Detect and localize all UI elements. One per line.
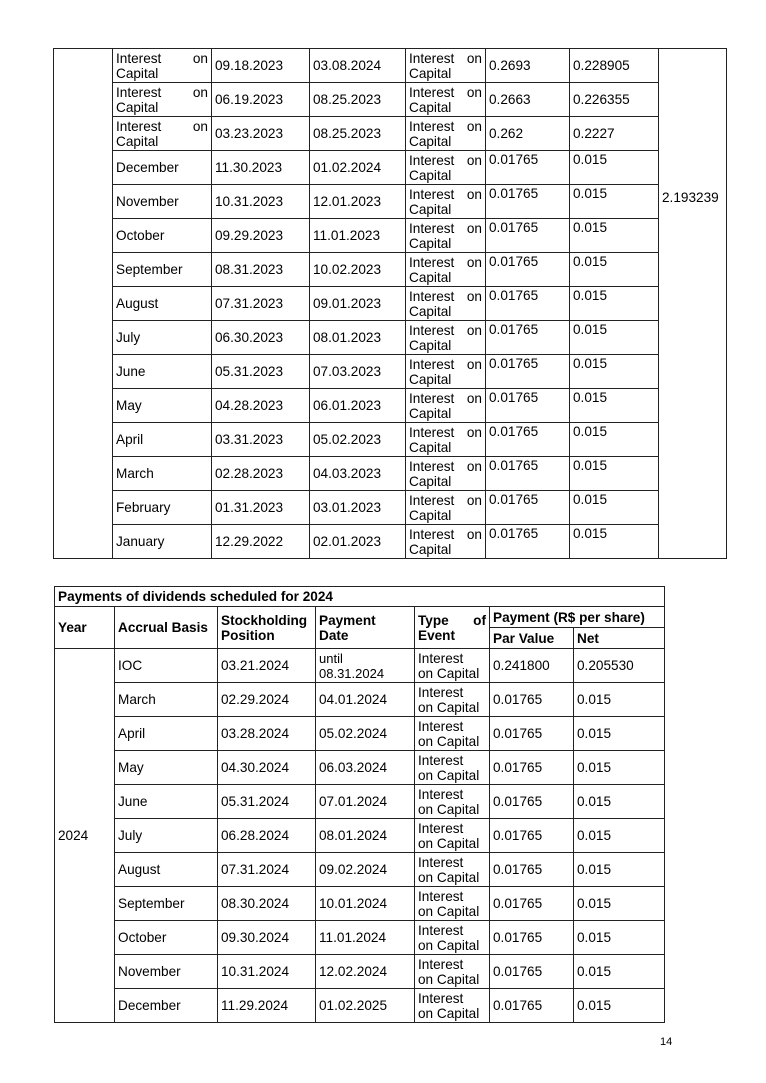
payment-date-cell: 04.03.2023	[310, 457, 406, 491]
net-value-cell: 0.015	[574, 819, 665, 853]
payment-date-cell: 07.03.2023	[310, 355, 406, 389]
table-row	[54, 219, 727, 253]
type-of-event-cell: Interest on Capital	[415, 819, 490, 853]
accrual-basis-cell: Interest on Capital	[113, 83, 212, 117]
stockholding-position-cell: 10.31.2024	[218, 955, 316, 989]
table-row	[54, 457, 727, 491]
table-row	[55, 921, 665, 955]
type-of-event-cell: Interest on Capital	[415, 683, 490, 717]
table-title: Payments of dividends scheduled for 2024	[55, 587, 665, 607]
net-value-cell: 0.2227	[570, 117, 659, 151]
type-of-event-cell: Interest on Capital	[415, 955, 490, 989]
payment-date-cell: 01.02.2024	[310, 151, 406, 185]
table-row	[54, 49, 727, 83]
stockholding-position-cell: 01.31.2023	[212, 491, 310, 525]
type-of-event-cell: Interest on Capital	[406, 83, 486, 117]
payment-date-cell: 02.01.2023	[310, 525, 406, 559]
type-of-event-cell: Interest on Capital	[415, 751, 490, 785]
net-value-cell: 0.015	[570, 287, 659, 321]
stockholding-position-cell: 05.31.2023	[212, 355, 310, 389]
payment-date-cell: 11.01.2024	[316, 921, 415, 955]
table-row	[54, 423, 727, 457]
net-value-cell: 0.015	[570, 321, 659, 355]
par-value-cell: 0.01765	[490, 819, 574, 853]
type-of-event-cell: Interest on Capital	[406, 457, 486, 491]
table-row	[55, 853, 665, 887]
table-row	[55, 989, 665, 1023]
table-row	[55, 819, 665, 853]
stockholding-position-cell: 09.18.2023	[212, 49, 310, 83]
table-row	[54, 389, 727, 423]
par-value-cell: 0.01765	[490, 853, 574, 887]
table-row	[54, 253, 727, 287]
net-value-cell: 0.015	[570, 253, 659, 287]
total-value: 2.193239	[662, 190, 719, 205]
net-value-cell: 0.015	[574, 921, 665, 955]
payment-date-cell: 09.01.2023	[310, 287, 406, 321]
stockholding-position-cell: 11.29.2024	[218, 989, 316, 1023]
accrual-basis-cell: November	[115, 955, 218, 989]
type-of-event-cell: Interest on Capital	[415, 649, 490, 683]
total-cell	[659, 49, 727, 559]
type-of-event-cell: Interest on Capital	[415, 921, 490, 955]
par-value-cell: 0.01765	[490, 717, 574, 751]
stockholding-position-cell: 09.30.2024	[218, 921, 316, 955]
page-number: 14	[660, 1036, 673, 1048]
par-value-cell: 0.01765	[490, 955, 574, 989]
par-value-cell: 0.01765	[490, 683, 574, 717]
table-row	[54, 151, 727, 185]
accrual-basis-cell: June	[115, 785, 218, 819]
payment-date-cell: 03.08.2024	[310, 49, 406, 83]
par-value-cell: 0.01765	[490, 921, 574, 955]
header-accrual-basis: Accrual Basis	[115, 607, 218, 649]
type-of-event-cell: Interest on Capital	[406, 491, 486, 525]
par-value-cell: 0.01765	[490, 887, 574, 921]
type-of-event-cell: Interest on Capital	[415, 887, 490, 921]
par-value-cell: 0.01765	[486, 151, 570, 185]
table-row	[54, 185, 727, 219]
header-net: Net	[574, 628, 665, 649]
type-of-event-cell: Interest on Capital	[415, 785, 490, 819]
payment-date-cell: 05.02.2023	[310, 423, 406, 457]
accrual-basis-cell: Interest on Capital	[113, 117, 212, 151]
net-value-cell: 0.015	[570, 457, 659, 491]
accrual-basis-cell: March	[115, 683, 218, 717]
payment-date-cell: 08.01.2024	[316, 819, 415, 853]
accrual-basis-cell: February	[113, 491, 212, 525]
accrual-basis-cell: April	[115, 717, 218, 751]
par-value-cell: 0.01765	[490, 989, 574, 1023]
table-row	[54, 491, 727, 525]
payment-date-cell: 12.02.2024	[316, 955, 415, 989]
net-value-cell: 0.015	[574, 785, 665, 819]
accrual-basis-cell: Interest on Capital	[113, 49, 212, 83]
stockholding-position-cell: 08.30.2024	[218, 887, 316, 921]
par-value-cell: 0.01765	[486, 219, 570, 253]
net-value-cell: 0.015	[574, 683, 665, 717]
par-value-cell: 0.2693	[486, 49, 570, 83]
accrual-basis-cell: IOC	[115, 649, 218, 683]
stockholding-position-cell: 06.28.2024	[218, 819, 316, 853]
net-value-cell: 0.015	[570, 491, 659, 525]
net-value-cell: 0.015	[574, 717, 665, 751]
type-of-event-cell: Interest on Capital	[406, 219, 486, 253]
accrual-basis-cell: April	[113, 423, 212, 457]
type-of-event-cell: Interest on Capital	[406, 355, 486, 389]
par-value-cell: 0.01765	[486, 491, 570, 525]
net-value-cell: 0.015	[570, 219, 659, 253]
net-value-cell: 0.015	[574, 887, 665, 921]
par-value-cell: 0.01765	[490, 751, 574, 785]
accrual-basis-cell: September	[113, 253, 212, 287]
table-row	[54, 83, 727, 117]
stockholding-position-cell: 09.29.2023	[212, 219, 310, 253]
net-value-cell: 0.205530	[574, 649, 665, 683]
table-row	[55, 683, 665, 717]
type-of-event-cell: Interest on Capital	[406, 525, 486, 559]
stockholding-position-cell: 07.31.2024	[218, 853, 316, 887]
stockholding-position-cell: 02.28.2023	[212, 457, 310, 491]
payment-date-cell: 03.01.2023	[310, 491, 406, 525]
table-row	[54, 117, 727, 151]
payment-date-cell: 10.01.2024	[316, 887, 415, 921]
net-value-cell: 0.015	[574, 853, 665, 887]
payment-date-cell: 07.01.2024	[316, 785, 415, 819]
par-value-cell: 0.01765	[486, 423, 570, 457]
type-of-event-cell: Interest on Capital	[415, 853, 490, 887]
payment-date-cell: 11.01.2023	[310, 219, 406, 253]
net-value-cell: 0.015	[570, 389, 659, 423]
net-value-cell: 0.015	[574, 989, 665, 1023]
net-value-cell: 0.015	[570, 423, 659, 457]
par-value-cell: 0.01765	[486, 355, 570, 389]
net-value-cell: 0.015	[570, 525, 659, 559]
par-value-cell: 0.241800	[490, 649, 574, 683]
par-value-cell: 0.01765	[486, 525, 570, 559]
table-row	[54, 321, 727, 355]
par-value-cell: 0.01765	[490, 785, 574, 819]
accrual-basis-cell: June	[113, 355, 212, 389]
par-value-cell: 0.01765	[486, 253, 570, 287]
table-row	[55, 955, 665, 989]
stockholding-position-cell: 11.30.2023	[212, 151, 310, 185]
payment-date-cell: 06.01.2023	[310, 389, 406, 423]
table-row	[54, 355, 727, 389]
net-value-cell: 0.228905	[570, 49, 659, 83]
par-value-cell: 0.01765	[486, 321, 570, 355]
accrual-basis-cell: July	[115, 819, 218, 853]
payment-date-cell: 01.02.2025	[316, 989, 415, 1023]
stockholding-position-cell: 03.21.2024	[218, 649, 316, 683]
header-stockholding-position: Stockholding Position	[218, 607, 316, 649]
header-type-of-event: Type of Event	[415, 607, 490, 649]
net-value-cell: 0.015	[574, 751, 665, 785]
net-value-cell: 0.015	[570, 185, 659, 219]
stockholding-position-cell: 08.31.2023	[212, 253, 310, 287]
net-value-cell: 0.015	[574, 955, 665, 989]
type-of-event-cell: Interest on Capital	[406, 423, 486, 457]
type-of-event-cell: Interest on Capital	[406, 287, 486, 321]
header-year: Year	[55, 607, 115, 649]
table-row	[54, 525, 727, 559]
stockholding-position-cell: 12.29.2022	[212, 525, 310, 559]
type-of-event-cell: Interest on Capital	[406, 117, 486, 151]
stockholding-position-cell: 03.28.2024	[218, 717, 316, 751]
table-row	[55, 717, 665, 751]
table-row	[55, 649, 665, 683]
net-value-cell: 0.015	[570, 355, 659, 389]
header-par-value: Par Value	[490, 628, 574, 649]
stockholding-position-cell: 06.30.2023	[212, 321, 310, 355]
payment-date-cell: 09.02.2024	[316, 853, 415, 887]
payment-date-cell: 06.03.2024	[316, 751, 415, 785]
payment-date-cell: 10.02.2023	[310, 253, 406, 287]
stockholding-position-cell: 10.31.2023	[212, 185, 310, 219]
payment-date-cell: 08.25.2023	[310, 83, 406, 117]
dividends-table-continued	[53, 48, 727, 559]
header-payment-group: Payment (R$ per share)	[490, 607, 665, 628]
type-of-event-cell: Interest on Capital	[415, 989, 490, 1023]
type-of-event-cell: Interest on Capital	[406, 389, 486, 423]
accrual-basis-cell: October	[115, 921, 218, 955]
payment-date-cell: 08.25.2023	[310, 117, 406, 151]
stockholding-position-cell: 02.29.2024	[218, 683, 316, 717]
accrual-basis-cell: July	[113, 321, 212, 355]
accrual-basis-cell: September	[115, 887, 218, 921]
dividends-2024-table	[54, 586, 665, 1023]
accrual-basis-cell: October	[113, 219, 212, 253]
table-row	[55, 785, 665, 819]
stockholding-position-cell: 04.30.2024	[218, 751, 316, 785]
net-value-cell: 0.226355	[570, 83, 659, 117]
type-of-event-cell: Interest on Capital	[415, 717, 490, 751]
accrual-basis-cell: November	[113, 185, 212, 219]
net-value-cell: 0.015	[570, 151, 659, 185]
accrual-basis-cell: January	[113, 525, 212, 559]
stockholding-position-cell: 04.28.2023	[212, 389, 310, 423]
accrual-basis-cell: May	[113, 389, 212, 423]
payment-date-cell: until 08.31.2024	[316, 649, 415, 683]
accrual-basis-cell: March	[113, 457, 212, 491]
type-of-event-cell: Interest on Capital	[406, 49, 486, 83]
type-of-event-cell: Interest on Capital	[406, 321, 486, 355]
par-value-cell: 0.01765	[486, 287, 570, 321]
par-value-cell: 0.01765	[486, 389, 570, 423]
stockholding-position-cell: 05.31.2024	[218, 785, 316, 819]
accrual-basis-cell: August	[115, 853, 218, 887]
header-payment-date: Payment Date	[316, 607, 415, 649]
payment-date-cell: 12.01.2023	[310, 185, 406, 219]
stockholding-position-cell: 07.31.2023	[212, 287, 310, 321]
type-of-event-cell: Interest on Capital	[406, 185, 486, 219]
payment-date-cell: 05.02.2024	[316, 717, 415, 751]
type-of-event-cell: Interest on Capital	[406, 151, 486, 185]
payment-date-cell: 04.01.2024	[316, 683, 415, 717]
year-cell: 2024	[55, 649, 115, 1023]
accrual-basis-cell: December	[113, 151, 212, 185]
payment-date-cell: 08.01.2023	[310, 321, 406, 355]
stockholding-position-cell: 06.19.2023	[212, 83, 310, 117]
table-row	[55, 887, 665, 921]
type-of-event-cell: Interest on Capital	[406, 253, 486, 287]
par-value-cell: 0.2663	[486, 83, 570, 117]
table-row	[54, 287, 727, 321]
par-value-cell: 0.262	[486, 117, 570, 151]
par-value-cell: 0.01765	[486, 185, 570, 219]
accrual-basis-cell: August	[113, 287, 212, 321]
par-value-cell: 0.01765	[486, 457, 570, 491]
accrual-basis-cell: December	[115, 989, 218, 1023]
year-cell-empty	[54, 49, 113, 559]
stockholding-position-cell: 03.31.2023	[212, 423, 310, 457]
accrual-basis-cell: May	[115, 751, 218, 785]
table-row	[55, 751, 665, 785]
stockholding-position-cell: 03.23.2023	[212, 117, 310, 151]
